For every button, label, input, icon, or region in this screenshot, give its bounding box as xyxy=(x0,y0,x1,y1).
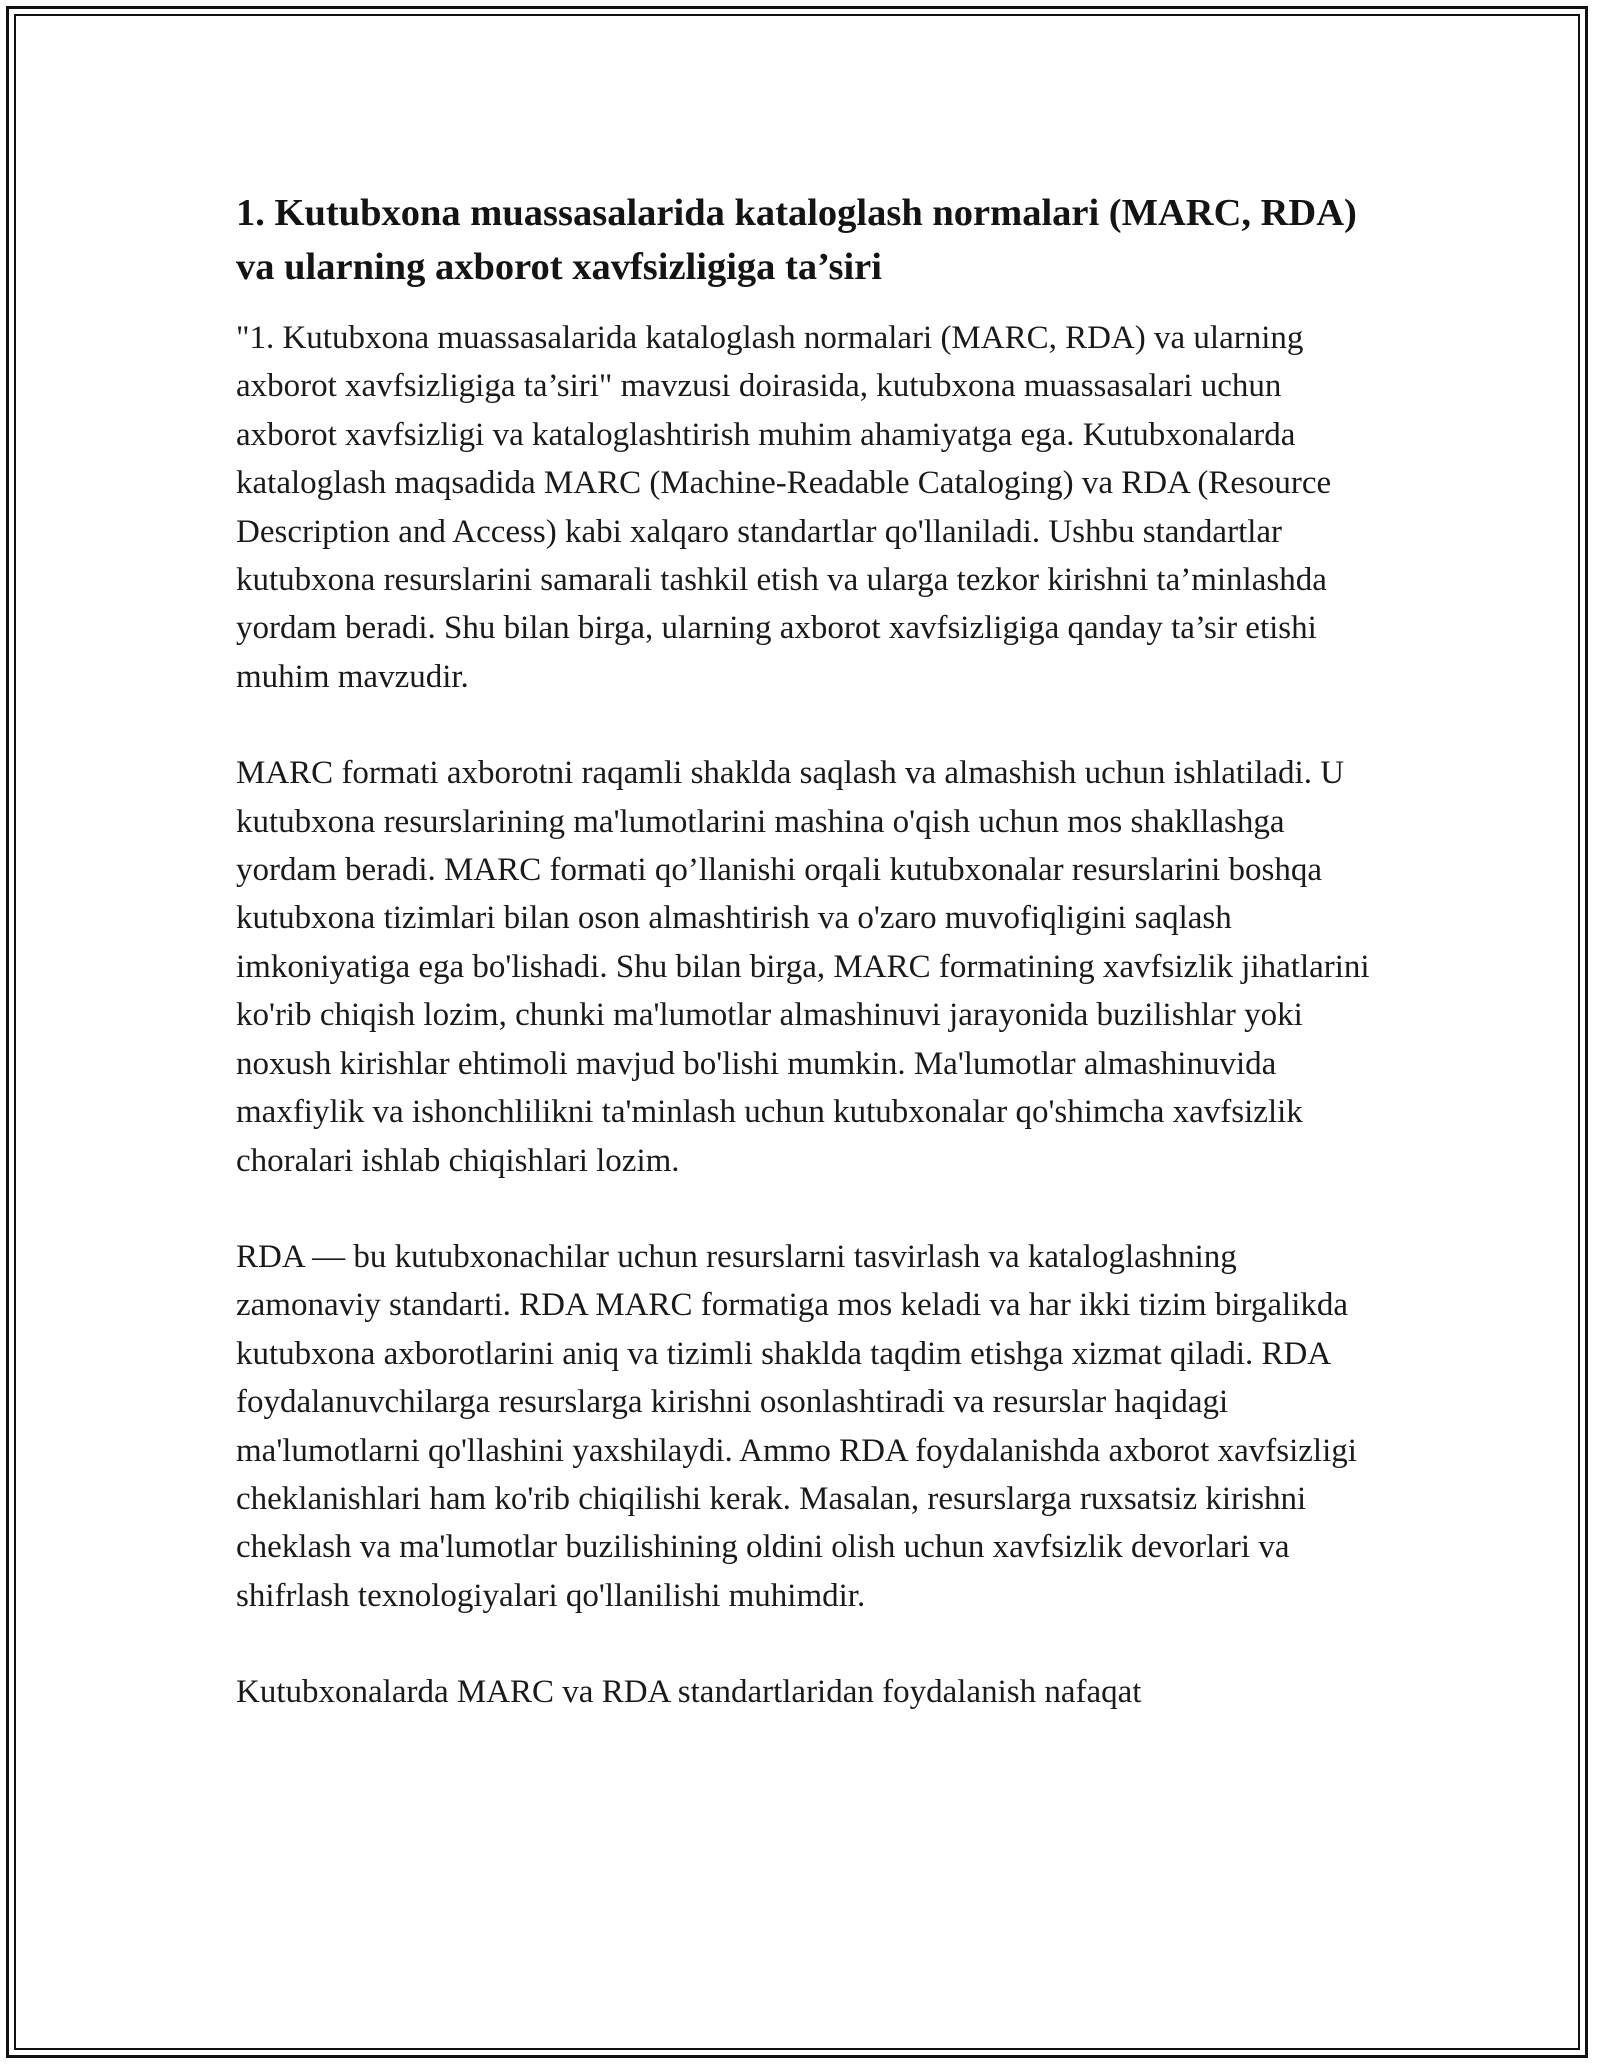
paragraph-intro: "1. Kutubxona muassasalarida kataloglash normalari (MARC, RDA) va ularning axborot xavfsizligiga ta’siri" mavzusi doirasida, kutubxona muassasalari uchun axborot xavfsizligi va kataloglashtirish muhim ahamiyatga ega. Kutubxonalarda kataloglash maqsadida MARC (Machine-Readable Cataloging) va RDA (Resource Description and Access) kabi xalqaro standartlar qo'llaniladi. Ushbu standartlar kutubxona resurslarini samarali tashkil etish va ularga tezkor kirishni ta’minlashda yordam beradi. Shu bilan birga, ularning axborot xavfsizligiga qanday ta’sir etishi muhim mavzudir. xyxy=(236,320,1332,695)
document-title: 1. Kutubxona muassasalarida kataloglash normalari (MARC, RDA) va ularning axborot xavfsizligiga ta’siri xyxy=(236,192,1357,288)
paragraph-marc: MARC formati axborotni raqamli shaklda saqlash va almashish uchun ishlatiladi. U kutubxona resurslarining ma'lumotlarini mashina o'qish uchun mos shakllashga yordam beradi. MARC formati qo’llanishi orqali kutubxonalar resurslarini boshqa kutubxona tizimlari bilan oson almashtirish va o'zaro muvofiqligini saqlash imkoniyatiga ega bo'lishadi. Shu bilan birga, MARC formatining xavfsizlik jihatlarini ko'rib chiqish lozim, chunki ma'lumotlar almashinuvi jarayonida buzilishlar yoki noxush kirishlar ehtimoli mavjud bo'lishi mumkin. Ma'lumotlar almashinuvida maxfiylik va ishonchlilikni ta'minlash uchun kutubxonalar qo'shimcha xavfsizlik choralari ishlab chiqishlari lozim. xyxy=(236,755,1370,1179)
document-body xyxy=(236,186,1370,1717)
paragraph-conclusion: Kutubxonalarda MARC va RDA standartlaridan foydalanish nafaqat xyxy=(236,1674,1142,1711)
paragraph-rda: RDA — bu kutubxonachilar uchun resurslarni tasvirlash va kataloglashning zamonaviy standarti. RDA MARC formatiga mos keladi va har ikki tizim birgalikda kutubxona axborotlarini aniq va tizimli shaklda taqdim etishga xizmat qiladi. RDA foydalanuvchilarga resurslarga kirishni osonlashtiradi va resurslar haqidagi ma'lumotlarni qo'llashini yaxshilaydi. Ammo RDA foydalanishda axborot xavfsizligi cheklanishlari ham ko'rib chiqilishi kerak. Masalan, resurslarga ruxsatsiz kirishni cheklash va ma'lumotlar buzilishining oldini olish uchun xavfsizlik devorlari va shifrlash texnologiyalari qo'llanilishi muhimdir. xyxy=(236,1238,1357,1614)
